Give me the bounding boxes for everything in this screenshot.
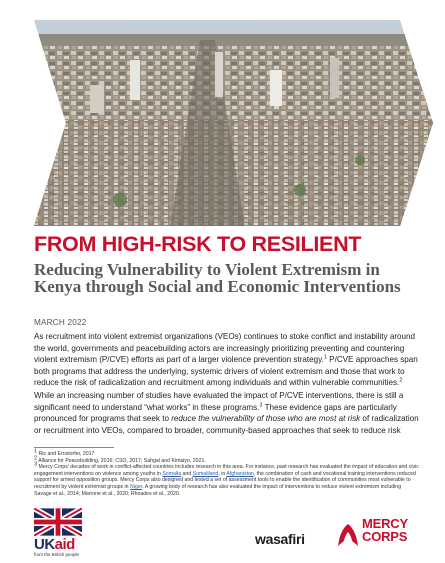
intro-paragraph-1: As recruitment into violent extremist organizations (VEOs) continues to stoke conflict and instability around the world, governments and peacebuilding actors are increasingly prioritizing preventing and countering violent extremism (P/CVE) efforts as part of a larger violence prevention strategy.$^1$ P/CVE approaches span both programs that address the underlying, systemic drivers of violent extremism and those that work to reduce the risk of radicalization and recruitment among individuals and within vulnerable communities.$^2$ (34, 332, 418, 388)
union-jack-icon (34, 508, 82, 536)
footnote-2: $^2$ Alliance for Peacebuilding, 2016; CSO, 2017; Sahgal and Kimaiyo, 2021. (34, 454, 206, 464)
footnote-ref-1: 1 (323, 354, 327, 361)
mercy-corps-logo (336, 517, 418, 555)
link-niger[interactable]: Niger (130, 483, 143, 490)
document-subtitle: Reducing Vulnerability to Violent Extremism in Kenya through Social and Economic Interventions (34, 260, 401, 296)
ukaid-wordmark: UKaid (34, 536, 75, 553)
corps-wordmark: CORPS (362, 529, 408, 544)
document-title: FROM HIGH-RISK TO RESILIENT (34, 232, 362, 256)
footnote-3: $^3$ Mercy Corps’ decades of work in conflict-affected countries includes research in this area. For instance, past research has evaluated the impact of education and civic engagement interventions on violence among youths in Somalia and Somaliland, in Afghanistan, the combination of cash and vocational training interventions reduced support for armed opposition groups. Mercy Corps also designed and tested a set of assessment tools to enable the identification of communities most vulnerable to recruitment by violent extremist groups in Niger. A growing body of research has also evaluated the impact of interventions to reduce violent extremism including Savage et al., 2014; Marrone et al., 2020; Rhoades et al., 2020. (34, 461, 419, 497)
publication-date: MARCH 2022 (34, 318, 87, 327)
wasafiri-logo: wasafiri (255, 531, 305, 547)
footnote-ref-2: 2 (399, 377, 403, 384)
footnote-divider (34, 447, 114, 448)
footnote-ref-3: 3 (259, 401, 263, 408)
intro-paragraph-2: While an increasing number of studies have evaluated the impact of P/CVE interventions, there is still a significant need to understand “what works” in these programs.$^3$ These evidence gaps are particularly pronounced for programs that seek to reduce the vulnerability of those who are most at risk of radicalization or recruitment into VEOs, compared to broader, community-based approaches that seek to reduce risk (34, 391, 419, 435)
hero-image (0, 0, 445, 228)
link-somaliland[interactable]: Somaliland (192, 470, 219, 477)
ukaid-tagline: from the British people (34, 552, 80, 557)
link-somalia[interactable]: Somalia (162, 470, 182, 477)
link-afghanistan[interactable]: Afghanistan (226, 470, 254, 477)
footnote-1: $^1$ Ris and Ernstorfer, 2017 (34, 448, 95, 457)
ukaid-logo (34, 508, 82, 558)
city-aerial-photo (0, 0, 445, 228)
mercy-wordmark: MERCY (362, 516, 408, 531)
footnotes (34, 448, 419, 497)
mercy-corps-symbol-icon (336, 520, 360, 550)
